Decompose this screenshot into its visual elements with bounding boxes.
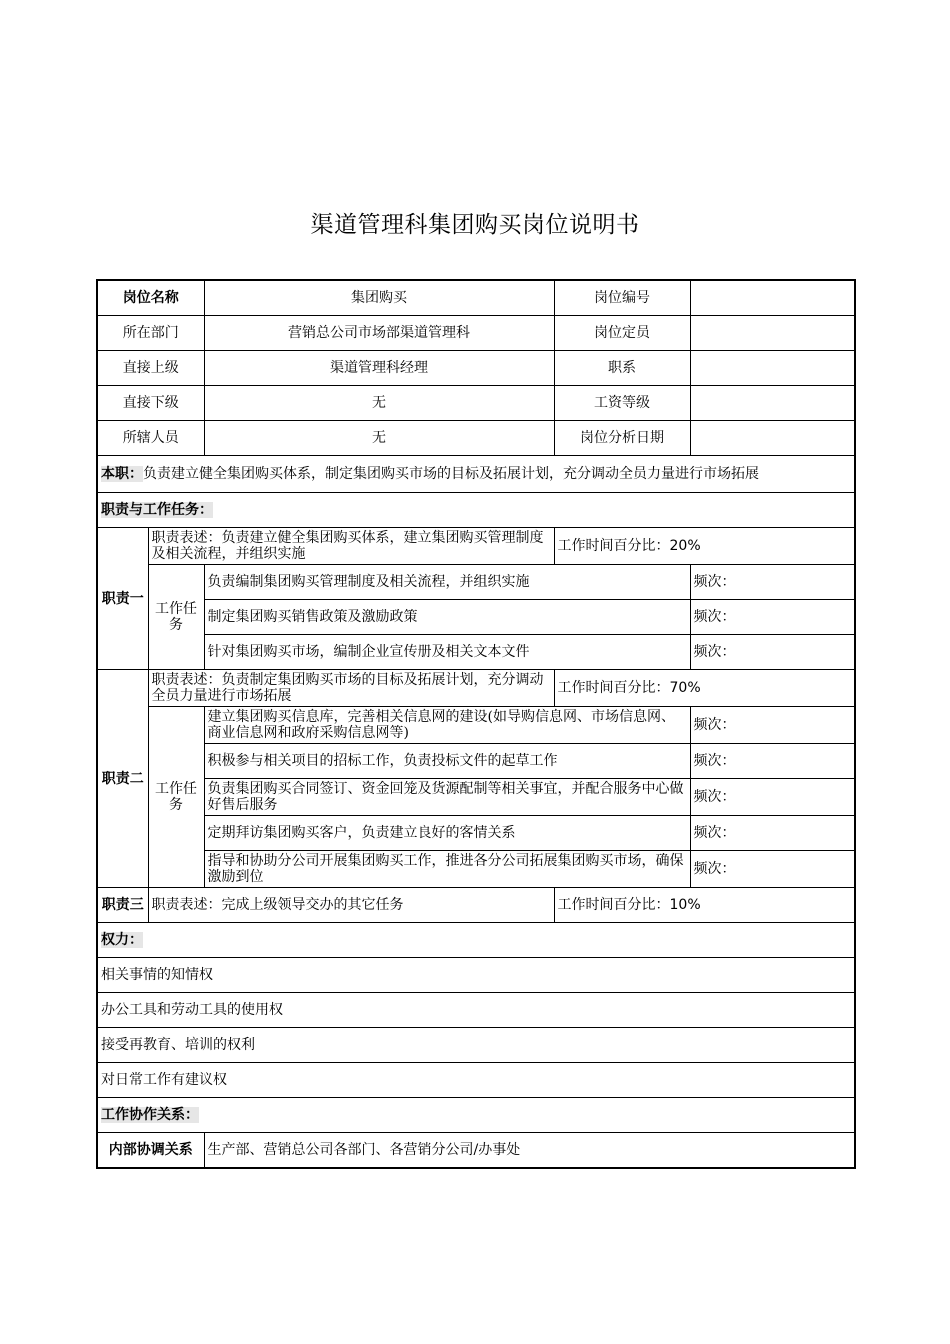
page-title: 渠道管理科集团购买岗位说明书 <box>310 212 640 238</box>
duty2-time: 工作时间百分比：70% <box>554 670 855 707</box>
duty1-statement-row <box>97 528 855 565</box>
duties-header: 职责与工作任务： <box>101 502 213 518</box>
position-name-label: 岗位名称 <box>97 280 204 316</box>
duty2-statement: 职责表述：负责制定集团购买市场的目标及拓展计划，充分调动全员力量进行市场拓展 <box>148 670 554 707</box>
row-superior <box>97 351 855 386</box>
grade-value <box>690 386 855 421</box>
row-duties-header <box>97 493 855 528</box>
subordinate-label: 直接下级 <box>97 386 204 421</box>
duty2-task-row <box>97 707 855 744</box>
managed-value: 无 <box>204 421 554 456</box>
duty1-task-3-freq: 频次： <box>690 635 855 670</box>
authority-header: 权力： <box>101 932 143 948</box>
duty1-statement: 职责表述：负责建立健全集团购买体系，建立集团购买管理制度及相关流程，并组织实施 <box>148 528 554 565</box>
duty2-task-row <box>97 779 855 816</box>
headcount-label: 岗位定员 <box>554 316 690 351</box>
duty3-statement: 职责表述：完成上级领导交办的其它任务 <box>148 888 554 923</box>
summary-label: 本职： <box>101 466 143 482</box>
authority-header-cell <box>97 923 855 958</box>
authority-item-3: 接受再教育、培训的权利 <box>97 1028 855 1063</box>
managed-label: 所辖人员 <box>97 421 204 456</box>
row-summary <box>97 456 855 493</box>
duty2-task-1: 建立集团购买信息库，完善相关信息网的建设(如导购信息网、市场信息网、商业信息网和政府采购信息网等) <box>204 707 690 744</box>
row-authority-header <box>97 923 855 958</box>
summary-cell <box>97 456 855 493</box>
headcount-value <box>690 316 855 351</box>
duty2-statement-row <box>97 670 855 707</box>
duty2-task-2-freq: 频次： <box>690 744 855 779</box>
authority-item-2: 办公工具和劳动工具的使用权 <box>97 993 855 1028</box>
authority-item-1: 相关事情的知情权 <box>97 958 855 993</box>
duty1-task-1: 负责编制集团购买管理制度及相关流程，并组织实施 <box>204 565 690 600</box>
duty1-task-2: 制定集团购买销售政策及激励政策 <box>204 600 690 635</box>
duty2-task-2: 积极参与相关项目的招标工作，负责投标文件的起草工作 <box>204 744 690 779</box>
row-cooperation-header <box>97 1098 855 1133</box>
duty1-task-3: 针对集团购买市场，编制企业宣传册及相关文本文件 <box>204 635 690 670</box>
analysis-date-label: 岗位分析日期 <box>554 421 690 456</box>
series-label: 职系 <box>554 351 690 386</box>
superior-label: 直接上级 <box>97 351 204 386</box>
duty2-task-5: 指导和协助分公司开展集团购买工作，推进各分公司拓展集团购买市场，确保激励到位 <box>204 851 690 888</box>
authority-item-row <box>97 1028 855 1063</box>
authority-item-4: 对日常工作有建议权 <box>97 1063 855 1098</box>
duty1-task-2-freq: 频次： <box>690 600 855 635</box>
position-no-label: 岗位编号 <box>554 280 690 316</box>
duty2-task-row <box>97 744 855 779</box>
grade-label: 工资等级 <box>554 386 690 421</box>
job-description-table <box>96 279 856 1169</box>
position-no-value <box>690 280 855 316</box>
duty1-task-label: 工作任务 <box>148 565 204 670</box>
duty2-task-4-freq: 频次： <box>690 816 855 851</box>
duty1-task-row <box>97 600 855 635</box>
summary-text: 负责建立健全集团购买体系，制定集团购买市场的目标及拓展计划，充分调动全员力量进行市场拓展 <box>143 466 759 482</box>
cooperation-header: 工作协作关系： <box>101 1107 199 1123</box>
row-position-name <box>97 280 855 316</box>
analysis-date-value <box>690 421 855 456</box>
authority-item-row <box>97 1063 855 1098</box>
authority-item-row <box>97 993 855 1028</box>
duty2-task-3-freq: 频次： <box>690 779 855 816</box>
duty1-label: 职责一 <box>97 528 148 670</box>
duty2-task-1-freq: 频次： <box>690 707 855 744</box>
duty1-task-1-freq: 频次： <box>690 565 855 600</box>
subordinate-value: 无 <box>204 386 554 421</box>
authority-item-row <box>97 958 855 993</box>
duty2-label: 职责二 <box>97 670 148 888</box>
row-department <box>97 316 855 351</box>
duty2-task-label: 工作任务 <box>148 707 204 888</box>
duty3-time: 工作时间百分比：10% <box>554 888 855 923</box>
duty1-time: 工作时间百分比：20% <box>554 528 855 565</box>
duty2-task-3: 负责集团购买合同签订、资金回笼及货源配制等相关事宜，并配合服务中心做好售后服务 <box>204 779 690 816</box>
duty3-label: 职责三 <box>97 888 148 923</box>
duty1-task-row <box>97 565 855 600</box>
duty2-task-row <box>97 851 855 888</box>
row-managed <box>97 421 855 456</box>
duty1-task-row <box>97 635 855 670</box>
internal-coordination-value: 生产部、营销总公司各部门、各营销分公司/办事处 <box>204 1133 855 1169</box>
duties-header-cell <box>97 493 855 528</box>
position-name-value: 集团购买 <box>204 280 554 316</box>
duty2-task-4: 定期拜访集团购买客户，负责建立良好的客情关系 <box>204 816 690 851</box>
internal-coordination-label: 内部协调关系 <box>97 1133 204 1169</box>
cooperation-header-cell <box>97 1098 855 1133</box>
series-value <box>690 351 855 386</box>
duty2-task-row <box>97 816 855 851</box>
dept-label: 所在部门 <box>97 316 204 351</box>
superior-value: 渠道管理科经理 <box>204 351 554 386</box>
duty3-row <box>97 888 855 923</box>
row-internal-coordination <box>97 1133 855 1169</box>
duty2-task-5-freq: 频次： <box>690 851 855 888</box>
dept-value: 营销总公司市场部渠道管理科 <box>204 316 554 351</box>
row-subordinate <box>97 386 855 421</box>
